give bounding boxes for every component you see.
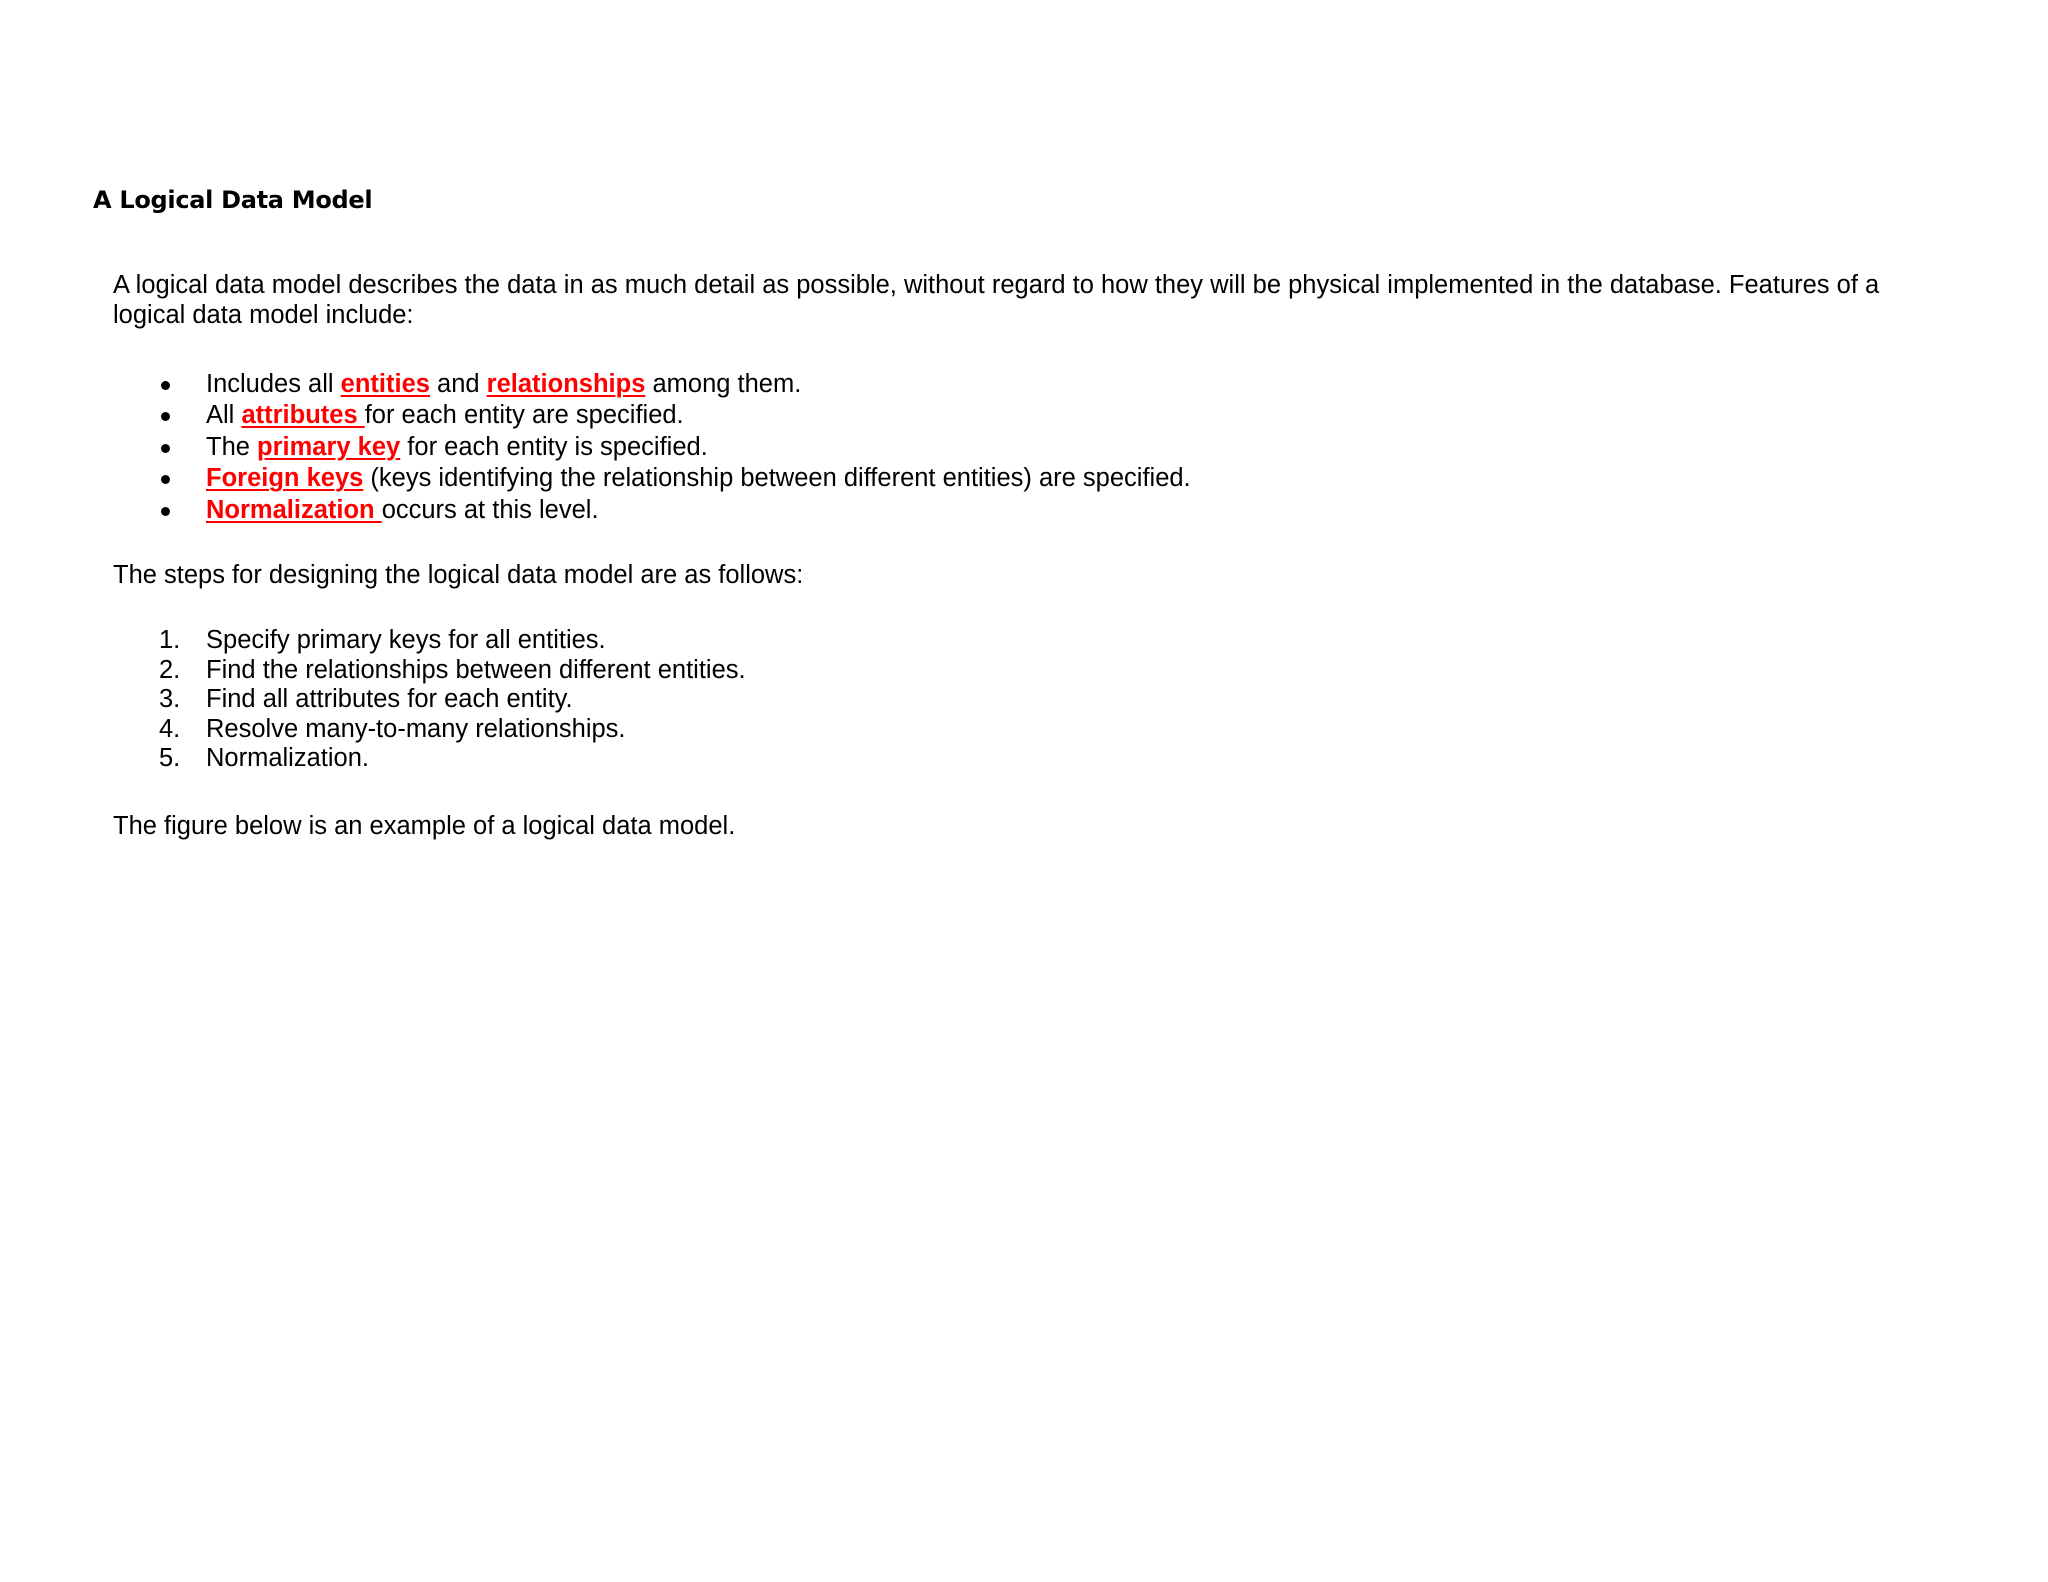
bullet-icon	[161, 412, 170, 421]
feature-text: The	[206, 432, 258, 461]
feature-text: and	[429, 370, 487, 398]
step-number: 2.	[159, 655, 181, 684]
feature-item	[113, 495, 1191, 526]
step-number: 4.	[159, 714, 181, 743]
steps-list	[113, 626, 746, 774]
intro-paragraph: A logical data model describes the data in as much detail as possible, without regard to how they will be physical implemented in the database. Features of a logical data model include:	[113, 271, 1880, 329]
step-item	[113, 626, 746, 656]
feature-text: among them.	[645, 370, 802, 398]
step-item	[113, 685, 746, 715]
step-text: Resolve many-to-many relationships.	[206, 714, 626, 743]
step-number: 5.	[159, 744, 181, 773]
page-title: A Logical Data Model	[93, 186, 373, 214]
feature-item	[113, 400, 1191, 431]
features-list	[113, 369, 1191, 526]
feature-item	[113, 463, 1191, 494]
feature-text: (keys identifying the relationship between different entities) are specified.	[363, 464, 1191, 493]
step-number: 3.	[159, 685, 181, 714]
bullet-icon	[161, 507, 170, 516]
step-item	[113, 744, 746, 774]
feature-text: for each entity is specified.	[400, 432, 708, 461]
term-primary-key: primary key	[257, 432, 401, 461]
step-text: Find all attributes for each entity.	[206, 685, 573, 714]
feature-text: Includes all	[206, 370, 341, 398]
feature-text: for each entity are specified.	[364, 401, 684, 430]
steps-intro-paragraph: The steps for designing the logical data model are as follows:	[113, 561, 804, 589]
step-text: Specify primary keys for all entities.	[206, 626, 606, 654]
bullet-icon	[161, 381, 170, 390]
feature-text: All	[206, 401, 242, 430]
feature-text: occurs at this level.	[381, 495, 599, 524]
step-item	[113, 656, 746, 686]
term-normalization: Normalization	[206, 495, 382, 524]
feature-item	[113, 369, 1191, 400]
feature-item	[113, 432, 1191, 463]
step-number: 1.	[159, 626, 181, 654]
step-item	[113, 715, 746, 745]
step-text: Find the relationships between different entities.	[206, 655, 746, 684]
bullet-icon	[161, 475, 170, 484]
bullet-icon	[161, 444, 170, 453]
term-attributes: attributes	[241, 401, 365, 430]
figure-note-paragraph: The figure below is an example of a logical data model.	[113, 812, 736, 840]
term-foreign-keys: Foreign keys	[206, 464, 364, 493]
term-relationships: relationships	[486, 370, 646, 398]
step-text: Normalization.	[206, 744, 369, 773]
term-entities: entities	[340, 370, 430, 398]
